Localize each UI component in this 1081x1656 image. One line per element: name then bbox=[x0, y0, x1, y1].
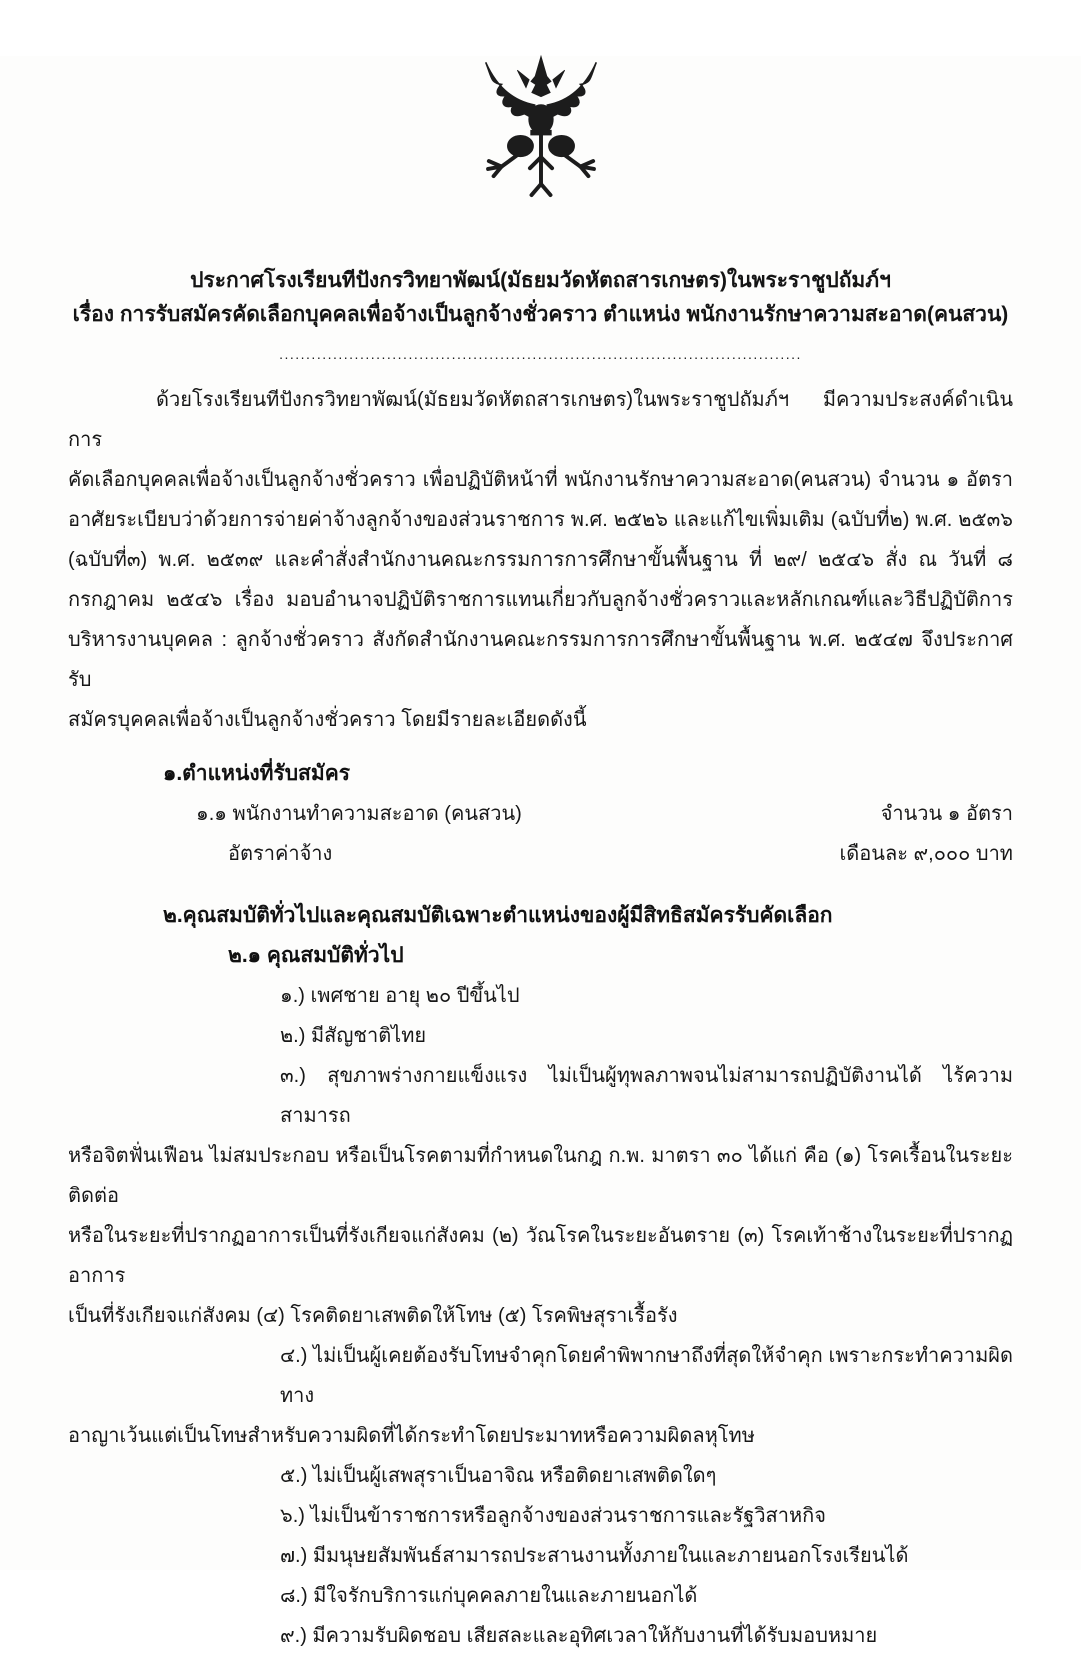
document-title: ประกาศโรงเรียนทีปังกรวิทยาพัฒน์(มัธยมวัดหัตถสารเกษตร)ในพระราชูปถัมภ์ฯ bbox=[190, 269, 891, 292]
divider-dots: ................................................................................................. bbox=[279, 346, 802, 362]
qualification-list bbox=[68, 976, 1013, 1656]
qualification-line: เป็นที่รังเกียจแก่สังคม (๔) โรคติดยาเสพติดให้โทษ (๕) โรคพิษสุราเรื้อรัง bbox=[68, 1305, 678, 1327]
section2-heading: ๒.คุณสมบัติทั่วไปและคุณสมบัติเฉพาะตำแหน่งของผู้มีสิทธิสมัครรับคัดเลือก bbox=[163, 904, 833, 927]
garuda-emblem bbox=[453, 56, 629, 214]
position-title: ๑.๑ พนักงานทำความสะอาด (คนสวน) bbox=[196, 803, 522, 825]
intro-line: คัดเลือกบุคคลเพื่อจ้างเป็นลูกจ้างชั่วคราว เพื่อปฏิบัติหน้าที่ พนักงานรักษาความสะอาด(คนสวน) จำนวน ๑ อัตรา bbox=[68, 469, 1013, 491]
intro-line: บริหารงานบุคคล : ลูกจ้างชั่วคราว สังกัดสำนักงานคณะกรรมการการศึกษาขั้นพื้นฐาน พ.ศ. ๒๕๔๗ จึงประกาศรับ bbox=[68, 629, 1013, 691]
qualification-line: ๔.) ไม่เป็นผู้เคยต้องรับโทษจำคุกโดยคำพิพากษาถึงที่สุดให้จำคุก เพราะกระทำความผิดทาง bbox=[280, 1345, 1013, 1407]
qualification-line: ๙.) มีความรับผิดชอบ เสียสละและอุทิศเวลาให้กับงานที่ได้รับมอบหมาย bbox=[280, 1625, 878, 1647]
qualification-line: ๖.) ไม่เป็นข้าราชการหรือลูกจ้างของส่วนราชการและรัฐวิสาหกิจ bbox=[280, 1505, 826, 1527]
qualification-line: ๕.) ไม่เป็นผู้เสพสุราเป็นอาจิณ หรือติดยาเสพติดใดๆ bbox=[280, 1465, 717, 1487]
document-subject: เรื่อง การรับสมัครคัดเลือกบุคคลเพื่อจ้างเป็นลูกจ้างชั่วคราว ตำแหน่ง พนักงานรักษาความสะอาด(คนสวน) bbox=[72, 303, 1009, 326]
section2-subheading: ๒.๑ คุณสมบัติทั่วไป bbox=[228, 944, 404, 967]
intro-line: กรกฎาคม ๒๕๔๖ เรื่อง มอบอำนาจปฏิบัติราชการแทนเกี่ยวกับลูกจ้างชั่วคราวและหลักเกณฑ์และวิธีปฏิบัติการ bbox=[68, 589, 1013, 611]
intro-line: อาศัยระเบียบว่าด้วยการจ่ายค่าจ้างลูกจ้างของส่วนราชการ พ.ศ. ๒๕๒๖ และแก้ไขเพิ่มเติม (ฉบับที่๒) พ.ศ. ๒๕๓๖ bbox=[68, 509, 1013, 531]
qualification-line: ๗.) มีมนุษยสัมพันธ์สามารถประสานงานทั้งภายในและภายนอกโรงเรียนได้ bbox=[280, 1545, 909, 1567]
document-header bbox=[0, 264, 1081, 364]
qualification-line: อาญาเว้นแต่เป็นโทษสำหรับความผิดที่ได้กระทำโดยประมาทหรือความผิดลหุโทษ bbox=[68, 1425, 755, 1447]
qualification-line: ๑.) เพศชาย อายุ ๒๐ ปีขึ้นไป bbox=[280, 985, 520, 1007]
garuda-icon bbox=[453, 56, 629, 214]
qualification-line: หรือจิตฟั่นเฟือน ไม่สมประกอบ หรือเป็นโรคตามที่กำหนดในกฎ ก.พ. มาตรา ๓๐ ได้แก่ คือ (๑) โรคเรื้อนในระยะติดต่อ bbox=[68, 1145, 1013, 1207]
intro-line: สมัครบุคคลเพื่อจ้างเป็นลูกจ้างชั่วคราว โดยมีรายละเอียดดังนี้ bbox=[68, 709, 587, 731]
announcement-document-page bbox=[0, 56, 1081, 1647]
intro-paragraph bbox=[68, 380, 1013, 740]
salary-label: อัตราค่าจ้าง bbox=[228, 843, 333, 865]
salary-row bbox=[68, 834, 1013, 874]
position-count: จำนวน ๑ อัตรา bbox=[880, 803, 1013, 825]
intro-line: (ฉบับที่๓) พ.ศ. ๒๕๓๙ และคำสั่งสำนักงานคณะกรรมการการศึกษาขั้นพื้นฐาน ที่ ๒๙/ ๒๕๔๖ สั่ง ณ วันที่ ๘ bbox=[68, 549, 1013, 571]
qualification-line: หรือในระยะที่ปรากฏอาการเป็นที่รังเกียจแก่สังคม (๒) วัณโรคในระยะอันตราย (๓) โรคเท้าช้างในระยะที่ปรากฏอาการ bbox=[68, 1225, 1013, 1287]
salary-value: เดือนละ ๙,๐๐๐ บาท bbox=[839, 843, 1013, 865]
qualification-line: ๒.) มีสัญชาติไทย bbox=[280, 1025, 427, 1047]
position-row bbox=[68, 794, 1013, 834]
intro-line: ด้วยโรงเรียนทีปังกรวิทยาพัฒน์(มัธยมวัดหัตถสารเกษตร)ในพระราชูปถัมภ์ฯ มีความประสงค์ดำเนินการ bbox=[68, 389, 1013, 451]
document-body bbox=[0, 380, 1081, 1656]
qualification-line: ๘.) มีใจรักบริการแก่บุคคลภายในและภายนอกได้ bbox=[280, 1585, 698, 1607]
section1-heading: ๑.ตำแหน่งที่รับสมัคร bbox=[163, 762, 351, 785]
qualification-line: ๓.) สุขภาพร่างกายแข็งแรง ไม่เป็นผู้ทุพลภาพจนไม่สามารถปฏิบัติงานได้ ไร้ความสามารถ bbox=[280, 1065, 1013, 1127]
